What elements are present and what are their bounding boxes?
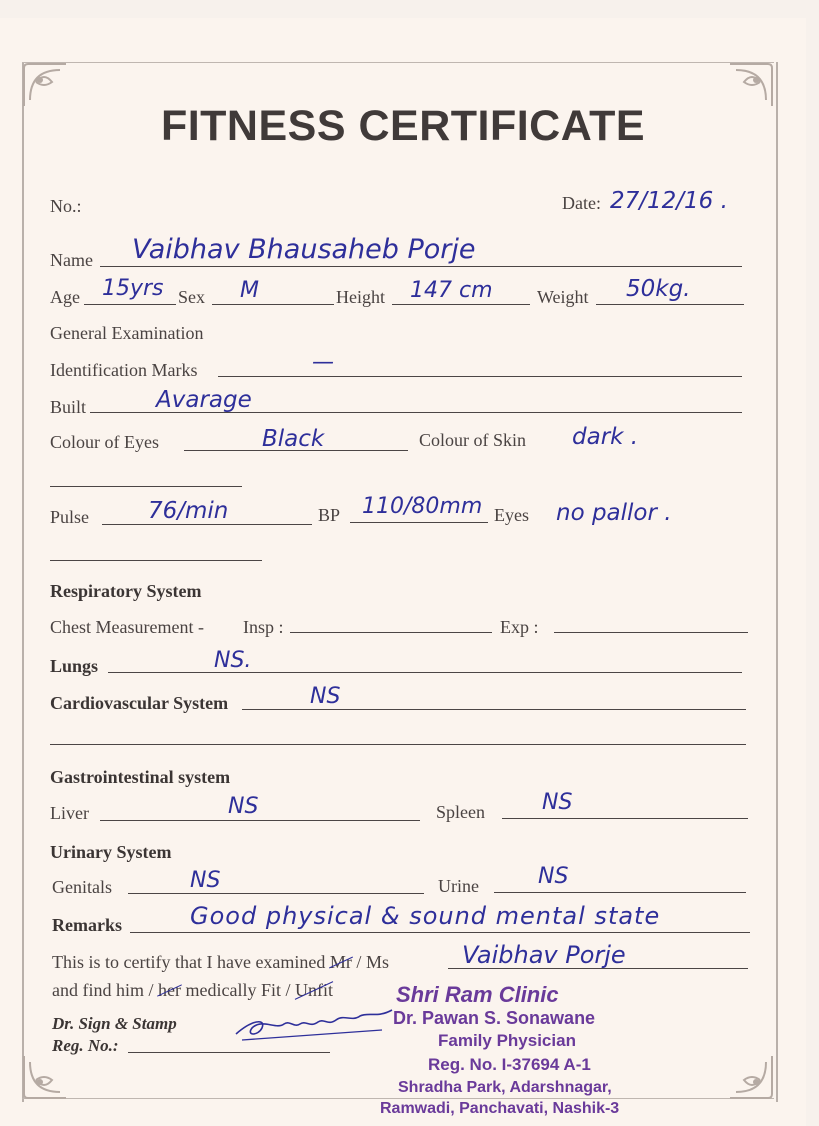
lungs-label: Lungs — [50, 656, 99, 676]
pulse-value: 76/min — [148, 498, 229, 524]
genitals-line — [128, 893, 424, 894]
find-him-text: and find him / — [52, 980, 154, 1000]
reg-no-line — [128, 1052, 330, 1053]
name-label: Name — [50, 250, 93, 270]
lungs-value: NS. — [214, 648, 252, 673]
urine-label: Urine — [438, 876, 479, 896]
name-value: Vaibhav Bhausaheb Porje — [132, 234, 476, 265]
remarks-line — [130, 932, 750, 933]
eyes-value: no pallor . — [556, 500, 672, 526]
weight-value: 50kg. — [626, 276, 691, 302]
date-label: Date: — [562, 193, 601, 213]
sex-label: Sex — [178, 287, 205, 307]
ornament-bottom-left-icon — [20, 1052, 70, 1102]
id-marks-value: — — [312, 350, 334, 375]
unfit-struck: Unfit — [294, 980, 333, 1000]
certify-line-1 — [52, 952, 389, 973]
bp-value: 110/80mm — [362, 494, 483, 519]
cardio-heading: Cardiovascular System — [50, 693, 229, 713]
her-struck: her — [158, 980, 181, 1000]
spleen-value: NS — [542, 790, 573, 815]
stamp-doctor-name: Dr. Pawan S. Sonawane — [393, 1008, 596, 1028]
no-label: No.: — [50, 196, 82, 216]
genitals-value: NS — [190, 868, 221, 893]
exp-line — [554, 632, 748, 633]
height-value: 147 cm — [410, 278, 493, 303]
age-label: Age — [50, 287, 80, 307]
eyes-label: Eyes — [494, 505, 529, 525]
ornament-bottom-right-icon — [726, 1052, 776, 1102]
remarks-label: Remarks — [52, 915, 122, 935]
age-value: 15yrs — [102, 276, 164, 301]
blank-line-1 — [50, 486, 242, 487]
weight-label: Weight — [537, 287, 589, 307]
spleen-label: Spleen — [436, 802, 485, 822]
weight-line — [596, 304, 744, 305]
bp-label: BP — [318, 505, 341, 525]
skin-colour-label: Colour of Skin — [419, 430, 527, 450]
stamp-address-1: Shradha Park, Adarshnagar, — [398, 1079, 612, 1096]
reg-no-label: Reg. No.: — [52, 1036, 119, 1055]
lungs-line — [108, 672, 742, 673]
chest-measurement-label: Chest Measurement - — [50, 617, 204, 637]
medically-fit-text: medically Fit / — [185, 980, 291, 1000]
stamp-address-2: Ramwadi, Panchavati, Nashik-3 — [380, 1100, 620, 1117]
certificate-title: FITNESS CERTIFICATE — [160, 102, 646, 150]
insp-label: Insp : — [243, 617, 284, 637]
sex-line — [212, 304, 334, 305]
age-line — [84, 304, 176, 305]
name-line — [100, 266, 742, 267]
pulse-label: Pulse — [50, 507, 90, 527]
stamp-reg-no: Reg. No. I-37694 A-1 — [428, 1055, 591, 1074]
id-marks-line — [218, 376, 742, 377]
frame-top-rule — [22, 62, 774, 63]
eyes-colour-value: Black — [262, 426, 325, 452]
sign-stamp-label: Dr. Sign & Stamp — [52, 1014, 177, 1033]
urine-line — [494, 892, 746, 893]
height-label: Height — [336, 287, 385, 307]
certify-prefix: This is to certify that I have examined — [52, 952, 326, 972]
doctor-signature — [232, 1000, 402, 1046]
liver-label: Liver — [50, 803, 89, 823]
urine-value: NS — [538, 864, 569, 889]
stamp-role: Family Physician — [438, 1031, 576, 1050]
built-label: Built — [50, 397, 87, 417]
date-value: 27/12/16 . — [610, 188, 728, 214]
gastro-heading: Gastrointestinal system — [50, 767, 231, 787]
certify-line-2 — [52, 980, 333, 1001]
cardio-line — [242, 709, 746, 710]
blank-line-2 — [50, 560, 262, 561]
general-exam-heading: General Examination — [50, 323, 204, 343]
liver-value: NS — [228, 794, 259, 819]
ms-option: Ms — [365, 952, 389, 972]
cardio-value: NS — [310, 684, 341, 709]
exp-label: Exp : — [500, 617, 539, 637]
mr-struck: Mr — [329, 952, 352, 972]
built-value: Avarage — [156, 387, 252, 413]
genitals-label: Genitals — [52, 877, 112, 897]
bp-line — [350, 522, 488, 523]
frame-bottom-rule — [22, 1098, 774, 1099]
mr-ms-slash: / — [356, 952, 362, 972]
cardio-line-2 — [50, 744, 746, 745]
remarks-value: Good physical & sound mental state — [190, 902, 661, 930]
examinee-name: Vaibhav Porje — [462, 941, 626, 969]
pulse-line — [102, 524, 312, 525]
respiratory-heading: Respiratory System — [50, 581, 202, 601]
urinary-heading: Urinary System — [50, 842, 172, 862]
skin-colour-value: dark . — [572, 424, 639, 450]
id-marks-label: Identification Marks — [50, 360, 198, 380]
stamp-clinic-name: Shri Ram Clinic — [396, 982, 559, 1007]
eyes-colour-label: Colour of Eyes — [50, 432, 159, 452]
height-line — [392, 304, 530, 305]
spleen-line — [502, 818, 748, 819]
insp-line — [290, 632, 492, 633]
sex-value: M — [240, 278, 259, 303]
liver-line — [100, 820, 420, 821]
